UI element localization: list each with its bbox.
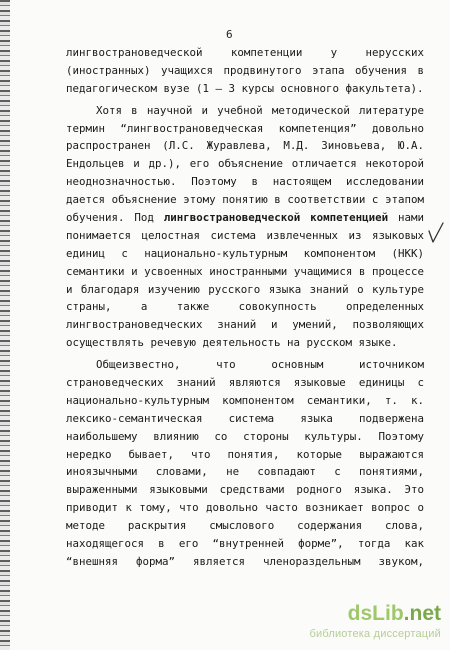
text-line: методе раскрытия смыслового содержания слова, [66,519,424,533]
text-line: “внешняя форма” является членораздельным звуком, [66,554,424,568]
text-line: осуществлять речевую деятельность на русском языке. [66,336,398,350]
text-line: лексико-семантическая система языка подвержена [66,411,424,425]
text-line: понимается целостная система извлеченных из языковых [66,228,424,242]
text-line: Хотя в научной и учебной методической литературе [96,103,424,117]
text-line: страны, а также совокупность определенных [66,300,424,314]
paragraph-1 [66,44,424,98]
watermark-brand-domain: .net [403,602,441,625]
watermark-brand [348,602,441,626]
page-number: 6 [226,28,233,41]
text-line: приводит к тому, что довольно часто возникает вопрос о [66,501,424,515]
watermark-subtitle: библиотека диссертаций [309,628,441,640]
text-line: лингвострановедческой компетенции у нерусских [66,46,424,59]
text-line: термин “лингвострановедческая компетенция” довольно [66,121,424,135]
text-line: неоднозначностью. Поэтому в настоящем исследовании [66,175,424,189]
text-line: единиц с национально-культурным компонентом (НКК) [66,246,424,260]
text-line: Общеизвестно, что основным источником [96,358,424,372]
handwritten-checkmark-icon [428,222,444,244]
scan-binding-edge [0,0,10,650]
watermark-brand-main: dsLib [347,602,404,625]
text-line: распространен (Л.С. Журавлева, М.Д. Зиновьева, Ю.А. [66,139,424,153]
text-line: наибольшему влиянию со стороны культуры. Поэтому [66,429,424,443]
paragraph-3 [66,356,424,571]
text-line: дается объяснение этому понятию в соответствии с этапом [66,193,424,207]
text-line-with-bold-term: обучения. Под лингвострановедческой компетенцией нами [66,211,424,225]
paragraph-2 [66,102,424,352]
text-line: иноязычными словами, не совпадают с понятиями, [66,465,424,479]
text-line: страноведческих знаний являются языковые единицы с [66,376,424,390]
text-line: Ендольцев и др.), его объяснение отличается некоторой [66,157,424,171]
text-line: выраженными языковыми средствами родного языка. Это [66,483,424,497]
text-line: (иностранных) учащихся продвинутого этапа обучения в [66,63,424,77]
text-line: лингвострановедческих знаний и умений, позволяющих [66,318,424,332]
watermark [300,602,445,646]
text-line: находящегося в его “внутренней форме”, тогда как [66,537,424,551]
text-line: педагогическом вузе (1 – 3 курсы основного факультета). [66,81,424,95]
document-body [66,44,424,575]
text-line: и благодаря изучению русского языка знаний о культуре [66,282,424,296]
text-line: семантики и усвоенных иностранными учащимися в процессе [66,264,424,278]
text-line: нередко бывает, что понятия, которые выражаются [66,447,424,461]
text-line: национально-культурным компонентом семантики, т. к. [66,393,424,407]
bold-term: лингвострановедческой компетенцией [163,211,389,225]
